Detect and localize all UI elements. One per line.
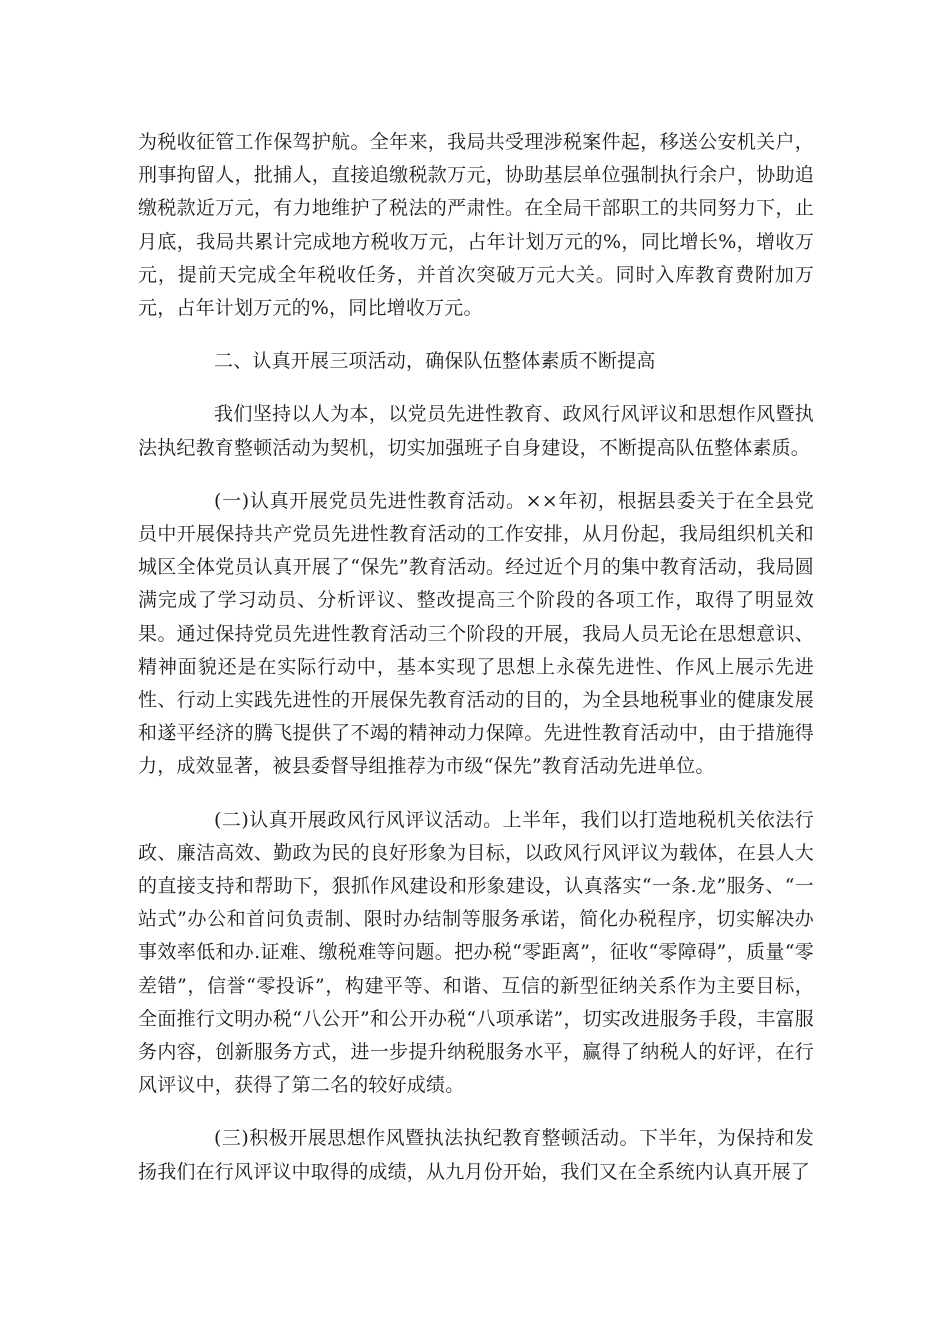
document-body bbox=[138, 126, 814, 1189]
paragraph-discipline-rectification: (三)积极开展思想作风暨执法执纪教育整顿活动。下半年，为保持和发扬我们在行风评议中取得的成绩，从九月份开始，我们又在全系统内认真开展了 bbox=[138, 1127, 814, 1183]
paragraph-team-quality: 我们坚持以人为本，以党员先进性教育、政风行风评议和思想作风暨执法执纪教育整顿活动为契机，切实加强班子自身建设，不断提高队伍整体素质。 bbox=[138, 403, 814, 459]
paragraph-party-education: (一)认真开展党员先进性教育活动。××年初，根据县委关于在全县党员中开展保持共产党员先进性教育活动的工作安排，从月份起，我局组织机关和城区全体党员认真开展了“保先”教育活动。经过近个月的集中教育活动，我局圆满完成了学习动员、分析评议、整改提高三个阶段的各项工作，取得了明显效果。通过保持党员先进性教育活动三个阶段的开展，我局人员无论在思想意识、精神面貌还是在实际行动中，基本实现了思想上永葆先进性、作风上展示先进性、行动上实践先进性的开展保先教育活动的目的，为全县地税事业的健康发展和遂平经济的腾飞提供了不竭的精神动力保障。先进性教育活动中，由于措施得力，成效显著，被县委督导组推荐为市级“保先”教育活动先进单位。 bbox=[138, 489, 814, 778]
section-heading-three-activities: 二、认真开展三项活动，确保队伍整体素质不断提高 bbox=[214, 350, 656, 373]
paragraph-tax-enforcement: 为税收征管工作保驾护航。全年来，我局共受理涉税案件起，移送公安机关户，刑事拘留人，批捕人，直接追缴税款万元，协助基层单位强制执行余户，协助追缴税款近万元，有力地维护了税法的严肃性。在全局干部职工的共同努力下，止月底，我局共累计完成地方税收万元，占年计划万元的%，同比增长%，增收万元，提前天完成全年税收任务，并首次突破万元大关。同时入库教育费附加万元，占年计划万元的%，同比增收万元。 bbox=[138, 131, 814, 320]
paragraph-conduct-review: (二)认真开展政风行风评议活动。上半年，我们以打造地税机关依法行政、廉洁高效、勤政为民的良好形象为目标，以政风行风评议为载体，在县人大的直接支持和帮助下，狠抓作风建设和形象建设，认真落实“一条.龙”服务、“一站式”办公和首问负责制、限时办结制等服务承诺，简化办税程序，切实解决办事效率低和办.证难、缴税难等问题。把办税“零距离”，征收“零障碍”，质量“零差错”，信誉“零投诉”，构建平等、和谐、互信的新型征纳关系作为主要目标，全面推行文明办税“八公开”和公开办税“八项承诺”，切实改进服务手段，丰富服务内容，创新服务方式，进一步提升纳税服务水平，赢得了纳税人的好评，在行风评议中，获得了第二名的较好成绩。 bbox=[138, 808, 814, 1097]
